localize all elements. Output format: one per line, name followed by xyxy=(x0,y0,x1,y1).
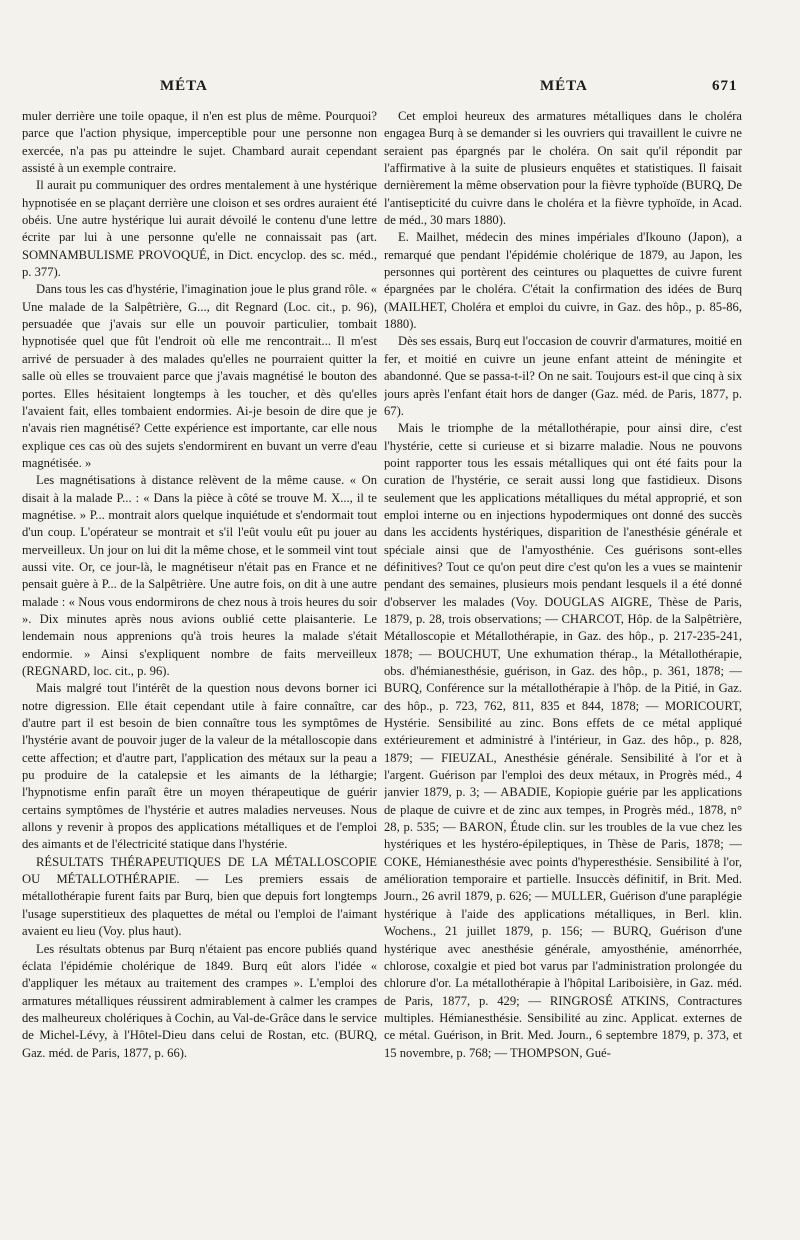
paragraph: Les résultats obtenus par Burq n'étaient pas encore publiés quand éclata l'épidémie cholérique de 1849. Burq eût alors l'idée « d'appliquer les métaux au traitement des crampes ». L'emploi des armatures métalliques réussirent admirablement à calmer les crampes des malheureux cholériques à Cochin, au Val-de-Grâce dans le service de Michel-Lévy, à l'Hôtel-Dieu dans celui de Rostan, etc. (BURQ, Gaz. méd. de Paris, 1877, p. 66). xyxy=(22,941,377,1060)
page-number: 671 xyxy=(712,78,738,94)
paragraph: E. Mailhet, médecin des mines impériales d'Ikouno (Japon), a remarqué que pendant l'épidémie cholérique de 1879, au Japon, les personnes qui portèrent des ceintures ou plaquettes de cuivre furent épargnées par le choléra. C'était la confirmation des idées de Burq (MAILHET, Choléra et emploi du cuivre, in Gaz. des hôp., p. 85-86, 1880). xyxy=(384,230,742,332)
paragraph: muler derrière une toile opaque, il n'en est plus de même. Pourquoi? parce que l'action physique, imperceptible pour une personne non exercée, n'a pas pu atteindre le sujet. Chambard aurait cependant assisté à un exemple contraire. xyxy=(22,109,377,176)
running-head xyxy=(0,78,800,102)
paragraph: Dans tous les cas d'hystérie, l'imagination joue le plus grand rôle. « Une malade de la Salpêtrière, G..., dit Regnard (Loc. cit., p. 96), persuadée que j'avais sur elle un pouvoir particulier, tombait hypnotisée quel que fût l'endroit où elle me rencontrait... Il m'est arrivé de persuader à des malades qu'elles ne pourraient quitter la salle où elles se trouvaient parce que j'avais magnétisé le bouton des portes. Elles hésitaient longtemps à les toucher, et dès qu'elles l'avaient fait, elles tombaient endormies. Ai-je besoin de dire que je n'avais rien magnétisé? Cette expérience est importante, car elle nous explique ces cas où des sujets s'endormirent en buvant un verre d'eau magnétisée. » xyxy=(22,282,377,470)
paragraph: Les magnétisations à distance relèvent de la même cause. « On disait à la malade P... : « Dans la pièce à côté se trouve M. X..., il te magnétise. » P... montrait alors quelque inquiétude et s'endormait tout d'un coup. L'opérateur se montrait et s'il l'eût voulu eût pu jouer au merveilleux. Un jour on lui dit la même chose, et le sommeil vint tout aussi vite. Or, ce jour-là, le magnétiseur n'était pas en France et ne pensait guère à P... de la Salpêtrière. Une autre fois, on dit à une autre malade : « Nous vous endormirons de chez nous à trois heures du soir ». Dix minutes après nous avions oublié cette plaisanterie. Le lendemain nous apprenions qu'à trois heures la malade s'était endormie. » Ainsi s'expliquent nombre de faits merveilleux (REGNARD, loc. cit., p. 96). xyxy=(22,473,377,678)
paragraph: Mais le triomphe de la métallothérapie, pour ainsi dire, c'est l'hystérie, cette si curieuse et si bizarre maladie. Nous ne pouvons point rapporter tous les essais métalliques qui ont été faits pour la curation de l'hystérie, ce serait aussi long que fastidieux. Disons seulement que les applications métalliques du métal approprié, et son emploi interne ou en injections hypodermiques ont donné des succès dans les accidents hystériques, disparition de l'anesthésie générale et spéciale ainsi que de l'amyosthénie. Ces guérisons sont-elles définitives? Tout ce qu'on peut dire c'est qu'on les a vues se maintenir pendant des semaines, plusieurs mois pendant lesquels il a été donné d'observer les malades (Voy. DOUGLAS AIGRE, Thèse de Paris, 1879, p. 28, trois observations; — CHARCOT, Hôp. de la Salpêtrière, Métalloscopie et Métallothérapie, in Gaz. des hôp., p. 217-235-241, 1878; — BOUCHUT, Une exhumation thérap., la Métallothérapie, obs. d'hémianesthésie, guérison, in Gaz. des hôp., p. 361, 1878; — BURQ, Conférence sur la métallothérapie à l'hôp. de la Pitié, in Gaz. des hôp., p. 723, 762, 811, 835 et 844, 1878; — MORICOURT, Hystérie. Sensibilité au zinc. Bons effets de ce métal appliqué extérieurement et administré à l'intérieur, in Gaz. des hôp., p. 828, 1879; — FIEUZAL, Anesthésie générale. Sensibilité à l'or et à l'argent. Guérison par l'emploi des deux métaux, in Progrès méd., 4 janvier 1879, p. 3; — ABADIE, Kopiopie guérie par les applications de plaque de cuivre et de zinc aux tempes, in Progrès méd., 1878, n° 28, p. 535; — BARON, Étude clin. sur les troubles de la vue chez les hystériques et les hystéro-épileptiques, in Thèse de Paris, 1878; — COKE, Hémianesthésie avec points d'hyperesthésie. Sensibilité à l'or, amélioration temporaire et partielle. Insuccès définitif, in Brit. Med. Journ., 26 avril 1879, p. 626; — MULLER, Guérison d'une paraplégie hystérique à l'aide des applications métalliques, in Berl. klin. Wochens., 21 juillet 1879, p. 156; — BURQ, Guérison d'une hystérique avec anesthésie générale, amyosthénie, aménorrhée, chlorose, coxalgie et pied bot varus par l'administration prolongée du chlorure d'or. La métallothérapie à l'hôpital Lariboisière, in Gaz. méd. de Paris, 1877, p. 429; — RINGROSÉ ATKINS, Contractures multiples. Hémianesthésie. Sensibilité au zinc. Applicat. externes de ce métal. Guérison, in Brit. Med. Journ., 6 septembre 1879, p. 373, et 15 novembre, p. 768; — THOMPSON, Gué- xyxy=(384,421,742,1060)
left-column xyxy=(22,108,377,1213)
section-heading-paragraph: RÉSULTATS THÉRAPEUTIQUES DE LA MÉTALLOSCOPIE OU MÉTALLOTHÉRAPIE. — Les premiers essais de métallothérapie furent faits par Burq, bien que depuis fort longtemps l'usage superstitieux des plaquettes de métal ou l'emploi de l'aimant avaient eu lieu (Voy. plus haut). xyxy=(22,854,377,939)
paragraph: Cet emploi heureux des armatures métalliques dans le choléra engagea Burq à se demander si les ouvriers qui travaillent le cuivre ne seraient pas épargnés par le choléra. On sait qu'il répondit par l'affirmative à la suite de plusieurs enquêtes et statistiques. Il faisait dernièrement la même observation pour la fièvre typhoïde (BURQ, De l'antisepticité du cuivre dans le choléra et la fièvre typhoïde, in Acad. de méd., 30 mars 1880). xyxy=(384,109,742,228)
paragraph: Mais malgré tout l'intérêt de la question nous devons borner ici notre digression. Elle était cependant utile à faire connaître, car d'autre part il est besoin de bien connaître tous les symptômes de l'hystérie avant de pouvoir juger de la valeur de la métalloscopie dans cette affection; et d'autre part, l'application des métaux sur la peau a pu produire de la catalepsie et les aimants de la léthargie; l'hypnotisme enfin paraît être un moyen thérapeutique de guérir certains symptômes de l'hystérie et autres maladies nerveuses. Nous allons y revenir à propos des applications métalliques et de l'emploi des aimants et de l'électricité statique dans l'hystérie. xyxy=(22,681,377,852)
paragraph: Il aurait pu communiquer des ordres mentalement à une hystérique hypnotisée en se plaçant derrière une cloison et ses ordres auraient été obéis. Une autre hystérique lui aurait dévoilé le contenu d'une lettre écrite par lui à une personne qu'elle ne connaissait pas (art. SOMNAMBULISME PROVOQUÉ, in Dict. encyclop. des sc. méd., p. 377). xyxy=(22,178,377,280)
right-column xyxy=(384,108,742,1213)
right-running-title: MÉTA xyxy=(540,78,588,94)
left-running-title: MÉTA xyxy=(160,78,208,94)
paragraph: Dès ses essais, Burq eut l'occasion de couvrir d'armatures, moitié en fer, et moitié en cuivre un jeune enfant atteint de méningite et abandonné. Que se passa-t-il? On ne sait. Toujours est-il que cinq à six jours après l'enfant était hors de danger (Gaz. méd. de Paris, 1877, p. 67). xyxy=(384,334,742,418)
